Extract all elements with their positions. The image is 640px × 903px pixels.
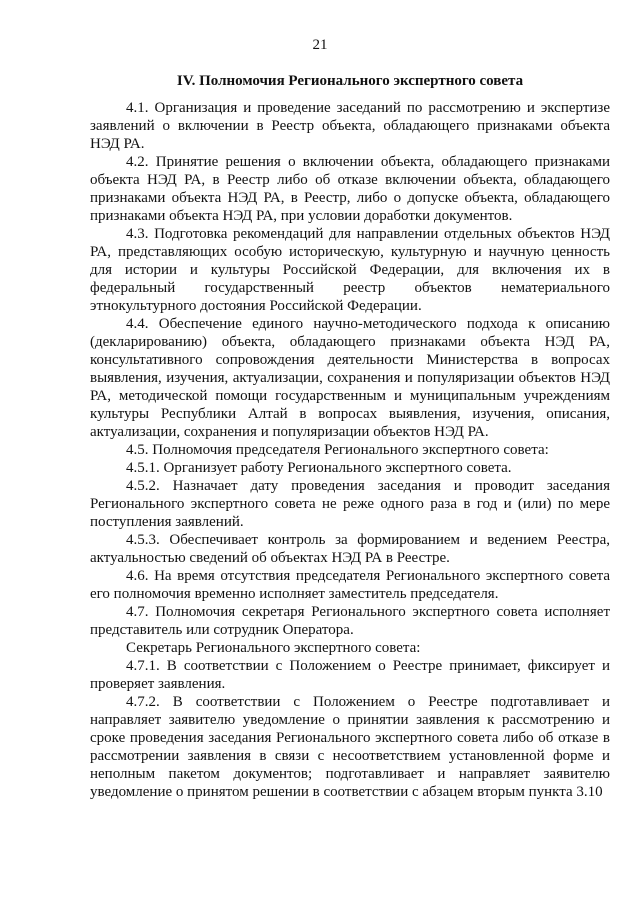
paragraph-4-4: 4.4. Обеспечение единого научно-методического подхода к описанию (декларированию) объекта, обладающего признаками объекта НЭД РА, консультативного сопровождения деятельности Министерства в вопросах выявления, изучения, актуализации, сохранения и популяризации объектов НЭД РА, методической помощи государственным и муниципальным учреждениям культуры Республики Алтай в вопросах выявления, изучения, описания, актуализации, сохранения и популяризации объектов НЭД РА. bbox=[90, 316, 610, 440]
paragraph-4-3: 4.3. Подготовка рекомендаций для направлении отдельных объектов НЭД РА, представляющих особую историческую, культурную и научную ценность для истории и культуры Российской Федерации, для включения их в федеральный государственный реестр объектов нематериального этнокультурного достояния Российской Федерации. bbox=[90, 226, 610, 314]
section-title: IV. Полномочия Регионального экспертного совета bbox=[176, 73, 524, 89]
paragraph-4-2: 4.2. Принятие решения о включении объекта, обладающего признаками объекта НЭД РА, в Реестр либо об отказе включении объекта, обладающего признаками объекта НЭД РА, в Реестр, либо о допуске объекта, обладающего признаками объекта НЭД РА, при условии доработки документов. bbox=[90, 154, 610, 224]
paragraph-4-5-2: 4.5.2. Назначает дату проведения заседания и проводит заседания Регионального экспертного совета не реже одного раза в год и (или) по мере поступления заявлений. bbox=[90, 478, 610, 530]
paragraph-4-7-1: 4.7.1. В соответствии с Положением о Реестре принимает, фиксирует и проверяет заявления. bbox=[90, 658, 610, 692]
section-body bbox=[90, 99, 610, 801]
paragraph-4-5-3: 4.5.3. Обеспечивает контроль за формированием и ведением Реестра, актуальностью сведений об объектах НЭД РА в Реестре. bbox=[90, 532, 610, 566]
paragraph-4-7-2: 4.7.2. В соответствии с Положением о Реестре подготавливает и направляет заявителю уведомление о принятии заявления к рассмотрению и сроке проведения заседания Регионального экспертного совета либо об отказе в рассмотрении заявления в связи с несоответствием установленной форме и неполным пакетом документов; подготавливает и направляет заявителю уведомление о принятом решении в соответствии с абзацем вторым пункта 3.10 bbox=[90, 694, 610, 800]
paragraph-4-5: 4.5. Полномочия председателя Регионального экспертного совета: bbox=[126, 442, 549, 458]
paragraph-secretary-intro: Секретарь Регионального экспертного совета: bbox=[126, 640, 421, 656]
paragraph-4-7: 4.7. Полномочия секретаря Регионального экспертного совета исполняет представитель или сотрудник Оператора. bbox=[90, 604, 610, 638]
paragraph-4-6: 4.6. На время отсутствия председателя Регионального экспертного совета его полномочия временно исполняет заместитель председателя. bbox=[90, 568, 610, 602]
paragraph-4-5-1: 4.5.1. Организует работу Регионального экспертного совета. bbox=[126, 460, 512, 476]
paragraph-4-1: 4.1. Организация и проведение заседаний по рассмотрению и экспертизе заявлений о включении в Реестр объекта, обладающего признаками объекта НЭД РА. bbox=[90, 100, 610, 152]
page-number: 21 bbox=[312, 37, 328, 53]
